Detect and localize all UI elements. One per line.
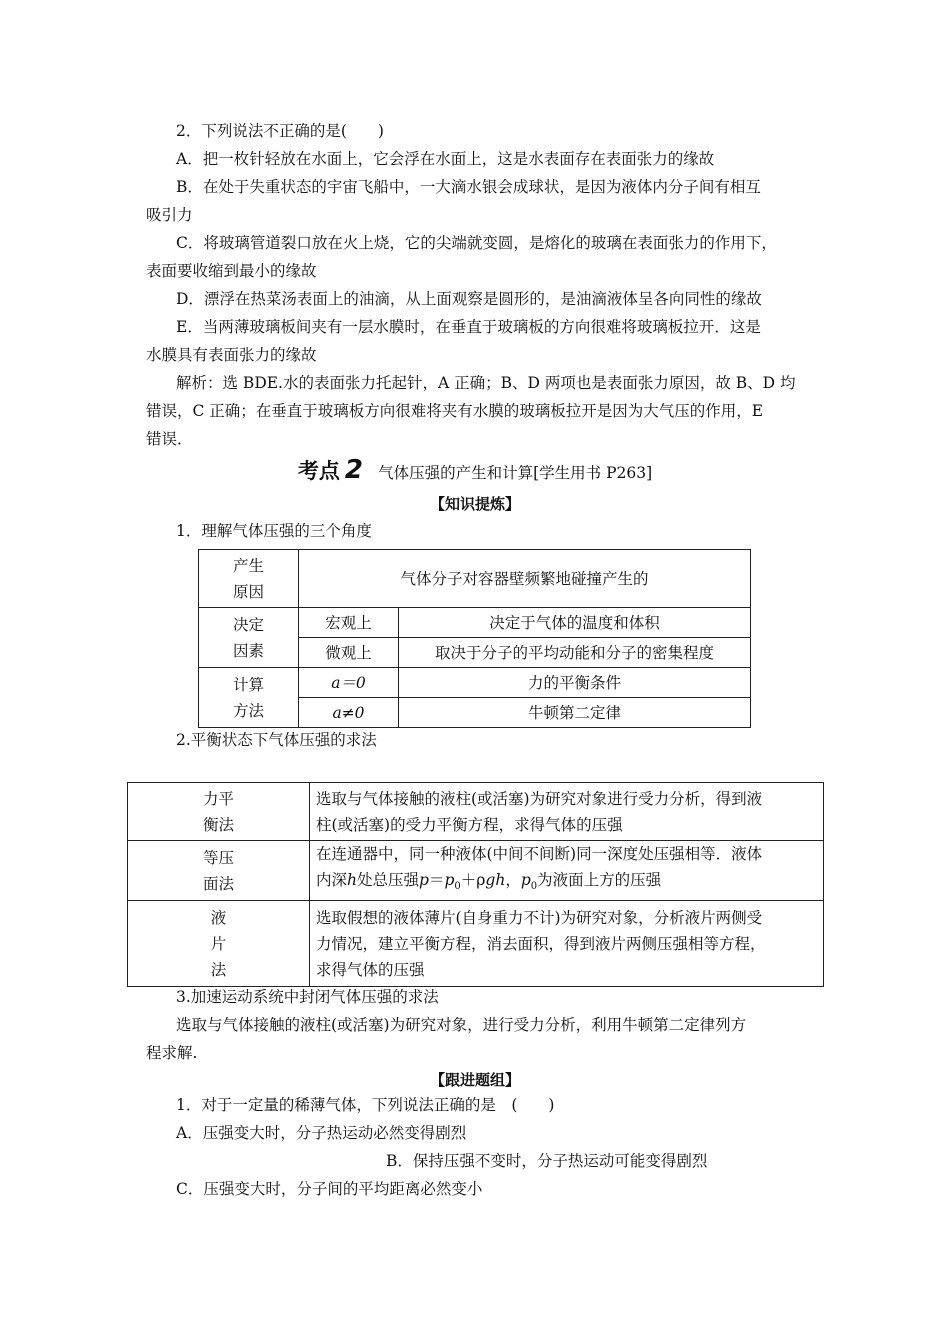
section-heading	[0, 455, 950, 485]
table-row	[128, 783, 824, 841]
method-description: 选取与气体接触的液柱(或活塞)为研究对象进行受力分析，得到液 柱(或活塞)的受力平衡方程，求得气体的压强	[310, 783, 824, 841]
option-d: D．漂浮在热菜汤表面上的油滴，从上面观察是圆形的，是油滴液体呈各向同性的缘故	[176, 290, 762, 308]
table-row	[199, 550, 751, 608]
row-header: 决定 因素	[199, 608, 299, 668]
solution-line1: 解析：选 BDE.水的表面张力托起针，A 正确；B、D 两项也是表面张力原因，故 B、D 均	[176, 374, 796, 392]
table-row	[128, 901, 824, 987]
method-name: 等压 面法	[128, 841, 310, 901]
section-label: 考点	[297, 459, 340, 483]
cell: 牛顿第二定律	[399, 698, 751, 728]
option-e-line1: E．当两薄玻璃板间夹有一层水膜时，在垂直于玻璃板的方向很难将玻璃板拉开．这是	[176, 318, 761, 336]
table-row	[128, 841, 824, 901]
solution-line2: 错误，C 正确；在垂直于玻璃板方向很难将夹有水膜的玻璃板拉开是因为大气压的作用，E	[146, 402, 764, 420]
option-e-line2: 水膜具有表面张力的缘故	[146, 346, 317, 364]
method-name: 液 片 法	[128, 901, 310, 987]
table-row	[199, 608, 751, 638]
section-number: 2	[344, 455, 364, 485]
question-1-option-b: B．保持压强不变时，分子热运动可能变得剧烈	[386, 1152, 708, 1170]
section-title: 气体压强的产生和计算[学生用书 P263]	[378, 464, 653, 482]
pressure-angles-table	[198, 549, 751, 728]
cell: 宏观上	[299, 608, 399, 638]
knowledge-heading: 【知识提炼】	[429, 495, 520, 513]
equilibrium-methods-table	[127, 782, 824, 987]
point-2: 2.平衡状态下气体压强的求法	[176, 731, 377, 749]
option-a: A．把一枚针轻放在水面上，它会浮在水面上，这是水表面存在表面张力的缘故	[176, 150, 715, 168]
cell: a≠0	[299, 698, 399, 728]
method-description: 选取假想的液体薄片(自身重力不计)为研究对象，分析液片两侧受 力情况，建立平衡方程，消去面积，得到液片两侧压强相等方程， 求得气体的压强	[310, 901, 824, 987]
cell: 力的平衡条件	[399, 668, 751, 698]
point-3-text-line2: 程求解.	[146, 1044, 198, 1062]
point-1: 1．理解气体压强的三个角度	[176, 522, 372, 540]
point-3: 3.加速运动系统中封闭气体压强的求法	[176, 988, 439, 1006]
method-description: 在连通器中，同一种液体(中间不间断)同一深度处压强相等．液体 内深h处总压强$p=p_0+\rho gh$，$p_0$为液面上方的压强	[310, 841, 824, 901]
cell: 气体分子对容器壁频繁地碰撞产生的	[299, 550, 751, 608]
table-row	[199, 668, 751, 698]
cell: 决定于气体的温度和体积	[399, 608, 751, 638]
cell: a＝0	[299, 668, 399, 698]
cell: 取决于分子的平均动能和分子的密集程度	[399, 638, 751, 668]
question-2-stem: 2．下列说法不正确的是( )	[176, 122, 384, 140]
question-1-option-a: A．压强变大时，分子热运动必然变得剧烈	[176, 1124, 467, 1142]
point-3-text-line1: 选取与气体接触的液柱(或活塞)为研究对象，进行受力分析，利用牛顿第二定律列方	[176, 1016, 747, 1034]
row-header: 计算 方法	[199, 668, 299, 728]
option-b-line2: 吸引力	[146, 206, 193, 224]
solution-line3: 错误．	[146, 430, 193, 448]
option-c-line2: 表面要收缩到最小的缘故	[146, 262, 317, 280]
follow-up-heading: 【跟进题组】	[429, 1071, 520, 1089]
row-header: 产生 原因	[199, 550, 299, 608]
question-1-option-c: C．压强变大时，分子间的平均距离必然变小	[176, 1180, 483, 1198]
cell: 微观上	[299, 638, 399, 668]
question-1-stem: 1．对于一定量的稀薄气体，下列说法正确的是 ( )	[176, 1096, 555, 1114]
option-c-line1: C．将玻璃管道裂口放在火上烧，它的尖端就变圆，是熔化的玻璃在表面张力的作用下，	[176, 234, 777, 252]
method-name: 力平 衡法	[128, 783, 310, 841]
option-b-line1: B．在处于失重状态的宇宙飞船中，一大滴水银会成球状，是因为液体内分子间有相互	[176, 178, 761, 196]
